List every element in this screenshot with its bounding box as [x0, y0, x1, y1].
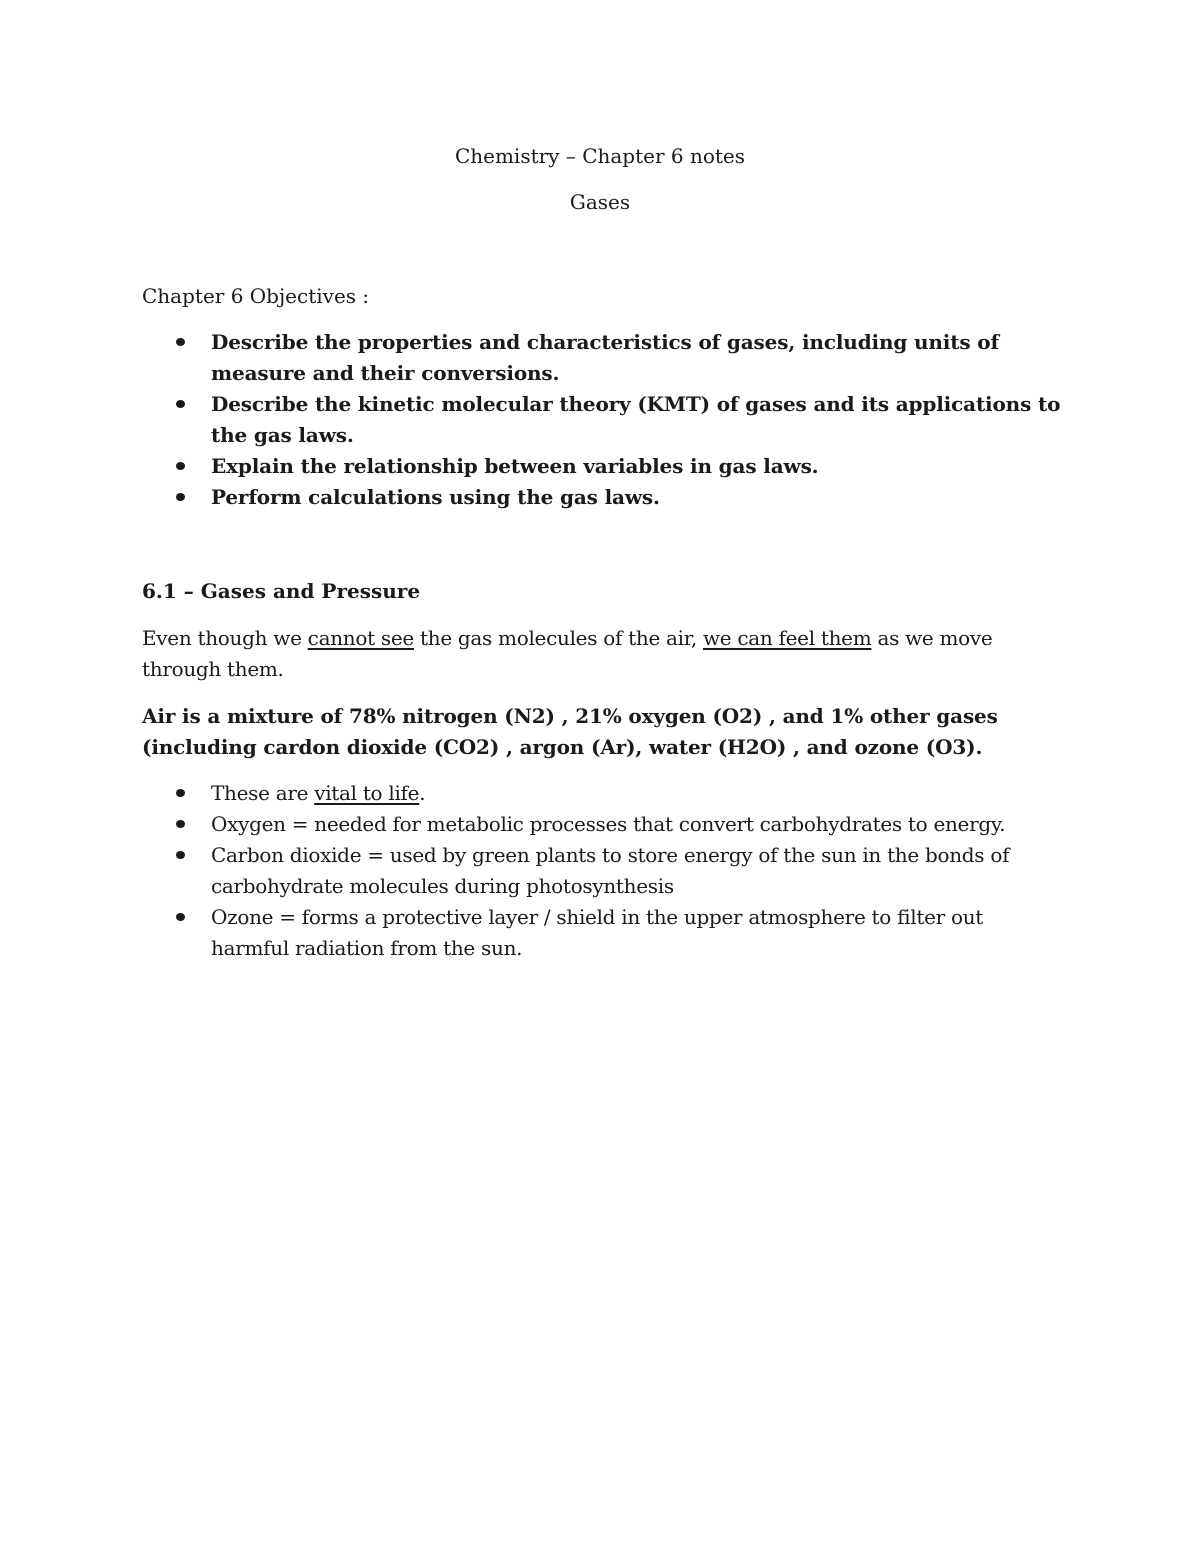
fact-text: Oxygen = needed for metabolic processes that convert carbohydrates to energy. — [211, 812, 1006, 836]
intro-text: the gas molecules of the air, — [413, 626, 703, 650]
fact-item — [142, 809, 1062, 840]
fact-text: . — [419, 781, 426, 805]
intro-underlined-text: cannot see — [307, 626, 414, 650]
objectives-heading: Chapter 6 Objectives : — [142, 284, 370, 308]
bullet-icon — [176, 400, 185, 408]
air-composition-paragraph: Air is a mixture of 78% nitrogen (N2) , 21% oxygen (O2) , and 1% other gases (including cardon dioxide (CO2) , argon (Ar), water (H2O) , and ozone (O3). — [142, 704, 998, 759]
objective-item — [142, 327, 1062, 389]
intro-text: as we move through them. — [142, 626, 993, 681]
document-title: Chemistry – Chapter 6 notes — [454, 144, 746, 168]
objective-item — [142, 451, 1062, 482]
objective-text: Describe the properties and characteristics of gases, including units of measure and their conversions. — [211, 330, 999, 385]
document-subtitle: Gases — [569, 190, 631, 214]
objective-text: Explain the relationship between variables in gas laws. — [211, 454, 819, 478]
objective-text: Describe the kinetic molecular theory (KMT) of gases and its applications to the gas laws. — [211, 392, 1061, 447]
fact-underlined-text: vital to life — [314, 781, 420, 805]
objective-text: Perform calculations using the gas laws. — [211, 485, 660, 509]
objectives-list — [142, 327, 1062, 513]
fact-text: Carbon dioxide = used by green plants to store energy of the sun in the bonds of carbohydrate molecules during photosynthesis — [211, 843, 1010, 898]
air-facts-list — [142, 778, 1062, 964]
section-heading: 6.1 – Gases and Pressure — [142, 579, 421, 603]
objective-item — [142, 482, 1062, 513]
bullet-icon — [176, 338, 185, 346]
objective-item — [142, 389, 1062, 451]
bullet-icon — [176, 851, 185, 859]
fact-item — [142, 778, 1062, 809]
intro-paragraph — [142, 623, 1062, 685]
intro-underlined-text: we can feel them — [702, 626, 872, 650]
bullet-icon — [176, 913, 185, 921]
intro-text: Even though we — [142, 626, 308, 650]
bullet-icon — [176, 493, 185, 501]
fact-item — [142, 840, 1062, 902]
fact-text: Ozone = forms a protective layer / shield in the upper atmosphere to filter out harmful radiation from the sun. — [211, 905, 984, 960]
bullet-icon — [176, 789, 185, 797]
fact-text: These are — [211, 781, 315, 805]
bullet-icon — [176, 820, 185, 828]
fact-item — [142, 902, 1062, 964]
bullet-icon — [176, 462, 185, 470]
